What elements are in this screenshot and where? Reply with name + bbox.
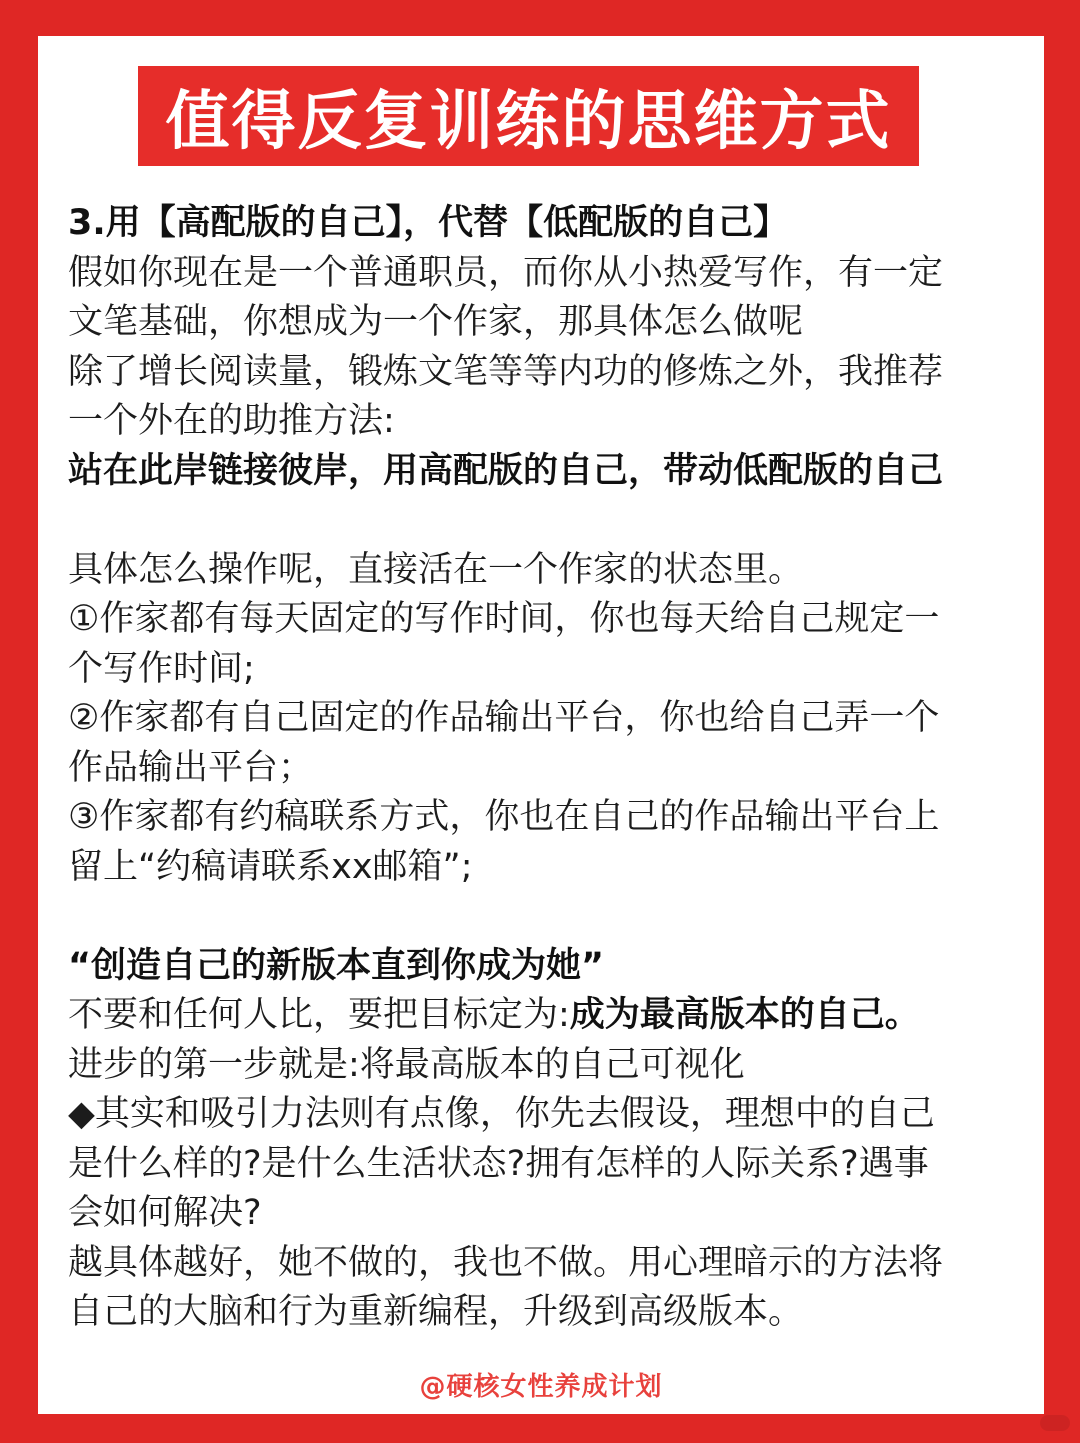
spacer <box>68 496 1018 546</box>
list-item: ②作家都有自己固定的作品输出平台，你也给自己弄一个 <box>68 698 940 738</box>
goal-emphasis: 成为最高版本的自己。 <box>569 995 920 1035</box>
paragraph-line: 是什么样的?是什么生活状态?拥有怎样的人际关系?遇事 <box>68 1143 929 1184</box>
quote-line: “创造自己的新版本直到你成为她” <box>68 945 605 986</box>
paragraph-line: ◆其实和吸引力法则有点像，你先去假设，理想中的自己 <box>68 1094 935 1134</box>
paragraph-line: 进步的第一步就是:将最高版本的自己可视化 <box>68 1044 745 1085</box>
title-banner <box>138 66 919 166</box>
paragraph-line: 一个外在的助推方法: <box>68 401 395 441</box>
goal-line <box>68 991 1018 1041</box>
section-heading: 3.用【高配版的自己】，代替【低配版的自己】 <box>68 203 789 243</box>
paragraph-line: 文笔基础，你想成为一个作家，那具体怎么做呢 <box>68 302 804 342</box>
highlight-line: 站在此岸链接彼岸，用高配版的自己，带动低配版的自己 <box>68 450 944 491</box>
paragraph-line: 除了增长阅读量，锻炼文笔等等内功的修炼之外，我推荐 <box>68 351 944 392</box>
list-item: ③作家都有约稿联系方式，你也在自己的作品输出平台上 <box>68 797 940 837</box>
page-title: 值得反复训练的思维方式 <box>165 85 892 159</box>
spacer <box>68 892 1018 942</box>
list-item: 留上“约稿请联系xx邮箱”; <box>68 846 473 887</box>
paragraph-line: 自己的大脑和行为重新编程，升级到高级版本。 <box>68 1292 804 1332</box>
paragraph-line: 越具体越好，她不做的，我也不做。用心理暗示的方法将 <box>68 1242 944 1283</box>
watermark-badge <box>1040 1415 1070 1431</box>
article-body <box>68 199 1018 1338</box>
paragraph-line: 假如你现在是一个普通职员，而你从小热爱写作，有一定 <box>68 252 944 293</box>
author-signature: @硬核女性养成计划 <box>419 1372 663 1402</box>
list-item: 作品输出平台； <box>68 747 314 788</box>
paragraph-line: 具体怎么操作呢，直接活在一个作家的状态里。 <box>68 549 804 590</box>
list-item: ①作家都有每天固定的写作时间，你也每天给自己规定一 <box>68 599 940 639</box>
paragraph-line: 会如何解决? <box>68 1193 262 1233</box>
content-card <box>38 36 1044 1414</box>
list-item: 个写作时间; <box>68 648 255 689</box>
goal-prefix: 不要和任何人比，要把目标定为: <box>68 995 570 1035</box>
